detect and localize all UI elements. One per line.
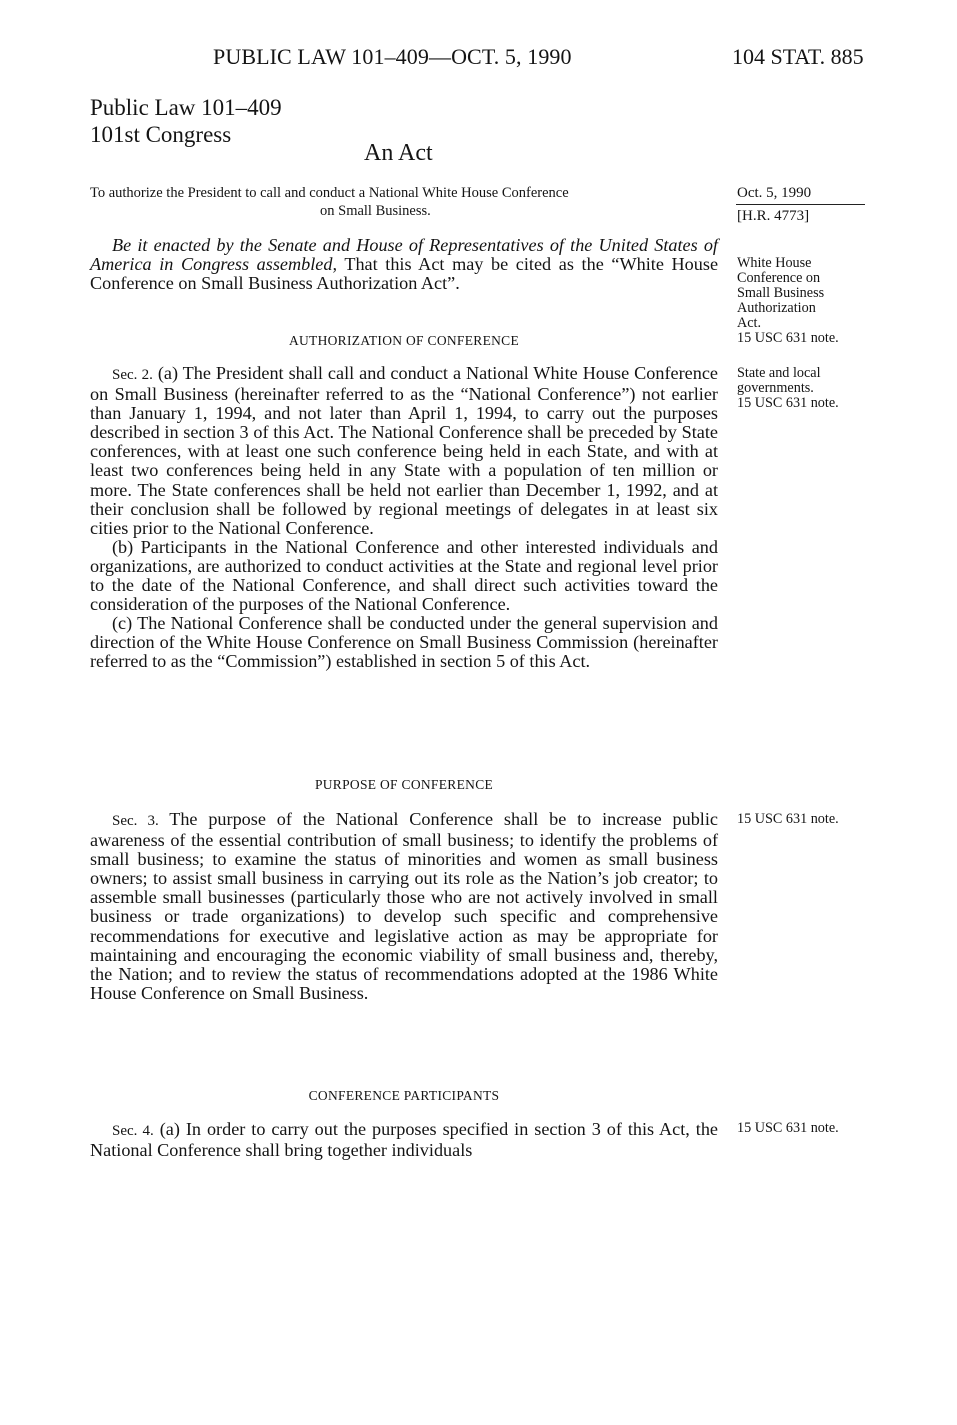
running-head: PUBLIC LAW 101–409—OCT. 5, 1990 bbox=[213, 44, 572, 69]
public-law-number: Public Law 101–409 bbox=[90, 95, 282, 120]
purpose-line-2: on Small Business. bbox=[320, 203, 431, 219]
margin-note-sec4: 15 USC 631 note. bbox=[737, 1120, 839, 1136]
margin-citation: 15 USC 631 note. bbox=[737, 395, 839, 411]
margin-bill-number: [H.R. 4773] bbox=[737, 208, 810, 224]
section-2 bbox=[90, 364, 718, 672]
section-3-label: Sec. 3. bbox=[112, 813, 159, 829]
section-2-heading: AUTHORIZATION OF CONFERENCE bbox=[288, 333, 520, 348]
margin-date: Oct. 5, 1990 bbox=[737, 185, 812, 201]
section-2-subsection-c: (c) The National Conference shall be conducted under the general supervision and direction of the White House Conference on Small Business Commission (hereinafter referred to as the “Commission”) established in section 5 of this Act. bbox=[90, 613, 718, 672]
act-title: An Act bbox=[364, 140, 433, 166]
section-2-label: Sec. 2. bbox=[112, 367, 153, 383]
section-4 bbox=[90, 1120, 718, 1160]
act-purpose bbox=[90, 184, 730, 220]
section-4-text: (a) In order to carry out the purposes specified in section 3 of this Act, the National Conference shall bring together individuals bbox=[90, 1119, 718, 1161]
law-identifier bbox=[90, 94, 282, 148]
section-3-text: The purpose of the National Conference shall be to increase public awareness of the essential contribution of small business; to identify the problems of small business; to examine the status of minorities and women as small business owners; to assist small business in carrying out its role as the Nation’s job creator; to assemble small businesses (particularly those who are not actively involved in small business or trade organizations) to develop such specific and comprehensive recommendations for executive and legislative action as may be appropriate for maintaining and encouraging the economic viability of small business and, thereby, the Nation; and to review the status of recommendations adopted at the 1986 White House Conference on Small Business. bbox=[90, 809, 718, 1003]
margin-note-short-title: White House Conference on Small Business Authorization Act. 15 USC 631 note. bbox=[737, 256, 877, 346]
stat-page-number: 104 STAT. 885 bbox=[732, 44, 864, 69]
margin-note-state-local: State and local governments. 15 USC 631 note. bbox=[737, 366, 877, 411]
margin-note-sec3: 15 USC 631 note. bbox=[737, 811, 839, 827]
margin-rule bbox=[736, 204, 865, 205]
congress-number: 101st Congress bbox=[90, 122, 232, 147]
section-2-subsection-a: (a) The President shall call and conduct a National White House Conference on Small Business (hereinafter referred to as the “National Conference”) not earlier than January 1, 1994, and not later than April 1, 1994, to carry out the purposes described in section 3 of this Act. The National Conference shall be preceded by State conferences, with at least one such conference being held in each State, and with at least two conferences being held in any State with a population of ten million or more. The State conferences shall be held not earlier than December 1, 1992, and at their conclusion shall be followed by regional meetings of delegates in at least six cities prior to the National Conference. bbox=[90, 363, 718, 538]
section-4-heading: CONFERENCE PARTICIPANTS bbox=[308, 1088, 500, 1103]
enacting-formula: Be it enacted by the Senate and House of Representatives of the United States of America in Congress assembled, bbox=[90, 235, 718, 275]
section-3-heading: PURPOSE OF CONFERENCE bbox=[314, 777, 494, 792]
section-3 bbox=[90, 810, 718, 1003]
enacting-clause bbox=[90, 236, 718, 293]
section-4-label: Sec. 4. bbox=[112, 1123, 154, 1139]
short-title-text: That this Act may be cited as the “White House Conference on Small Business Authorization Act”. bbox=[90, 254, 719, 294]
purpose-line-1: To authorize the President to call and conduct a National White House Conference bbox=[90, 185, 569, 201]
margin-citation: 15 USC 631 note. bbox=[737, 330, 839, 346]
section-2-subsection-b: (b) Participants in the National Conference and other interested individuals and organizations, are authorized to conduct activities at the State and regional level prior to the date of the National Conference, and shall direct such activities toward the consideration of the purposes of the National Conference. bbox=[90, 536, 718, 615]
